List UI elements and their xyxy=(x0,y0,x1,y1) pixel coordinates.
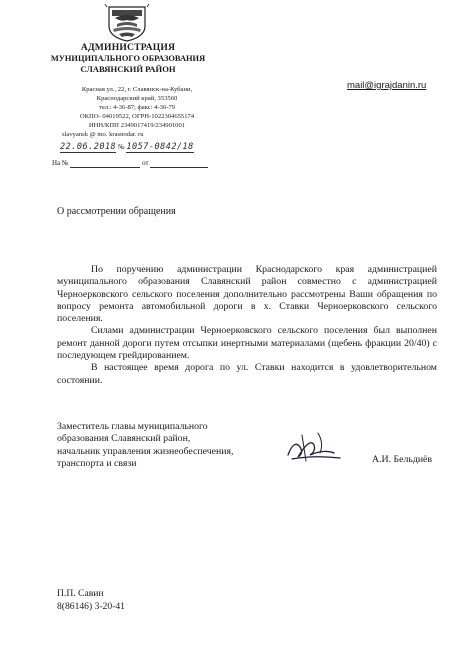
position-line: образования Славянский район, xyxy=(57,433,191,445)
address-line: ОКПО- 04019522, ОГРН-1022304655174 xyxy=(79,112,195,120)
registration-date: 22.06.2018 xyxy=(60,142,117,152)
reply-date-blank xyxy=(150,159,208,168)
executor-phone: 8(86146) 3-20-41 xyxy=(57,600,125,612)
reply-from-label: от xyxy=(142,159,149,167)
registration-number: 1057-0842/18 xyxy=(126,142,194,152)
body-paragraph: Силами администрации Черноерковского сельского поселения был выполнен ремонт данной дороги путем отсыпки инертными материалами (щебень фракции 20/40) с последующем грейдированием. xyxy=(57,325,437,362)
org-line-1: АДМИНИСТРАЦИЯ xyxy=(80,42,176,53)
letter-body xyxy=(57,264,437,387)
body-paragraph: По поручению администрации Краснодарского края администрацией муниципального образования Славянский район совместно с администрацией Черноерковского сельского поселения дополнительно рассмотрены Ваши обращения по вопросу ремонта автомобильной дороги в х. Ставки Черноерковского сельского поселения. xyxy=(57,264,437,325)
org-line-2: МУНИЦИПАЛЬНОГО ОБРАЗОВАНИЯ xyxy=(50,53,206,63)
subject-line: О рассмотрении обращения xyxy=(57,206,176,217)
position-line: начальник управления жизнеобеспечения, xyxy=(57,445,234,457)
executor-name: П.П. Савин xyxy=(57,588,104,599)
address-email: slavyansk @ mo. krasnodar. ru xyxy=(62,130,144,138)
reply-number-blank xyxy=(70,159,140,168)
signatory-position xyxy=(57,421,277,470)
address-line: тел.: 4-36-87; факс: 4-36-79 xyxy=(98,103,176,111)
address-line: ИНН/КПП 2349017419/234901001 xyxy=(88,121,186,129)
address-line: Красная ул., 22, г. Славянск-на-Кубани, xyxy=(81,86,193,93)
reply-reference xyxy=(52,159,208,168)
coat-of-arms-icon xyxy=(103,4,151,42)
number-sign: № xyxy=(117,143,125,151)
position-line: транспорта и связи xyxy=(57,457,137,469)
org-line-3: СЛАВЯНСКИЙ РАЙОН xyxy=(80,64,176,74)
address-line: Краснодарский край, 353560 xyxy=(96,94,178,102)
reply-label: На № xyxy=(52,159,69,167)
organization-name xyxy=(40,43,216,75)
position-line: Заместитель главы муниципального xyxy=(57,421,208,432)
address-block xyxy=(52,86,222,139)
executor-block xyxy=(57,588,125,613)
registration-line xyxy=(60,142,220,153)
body-paragraph: В настоящее время дорога по ул. Ставки находится в удовлетворительном состоянии. xyxy=(57,362,437,386)
signatory-name: А.И. Бельдиёв xyxy=(372,454,433,465)
recipient-email[interactable]: mail@igrajdanin.ru xyxy=(347,80,427,91)
handwritten-signature xyxy=(284,425,344,467)
